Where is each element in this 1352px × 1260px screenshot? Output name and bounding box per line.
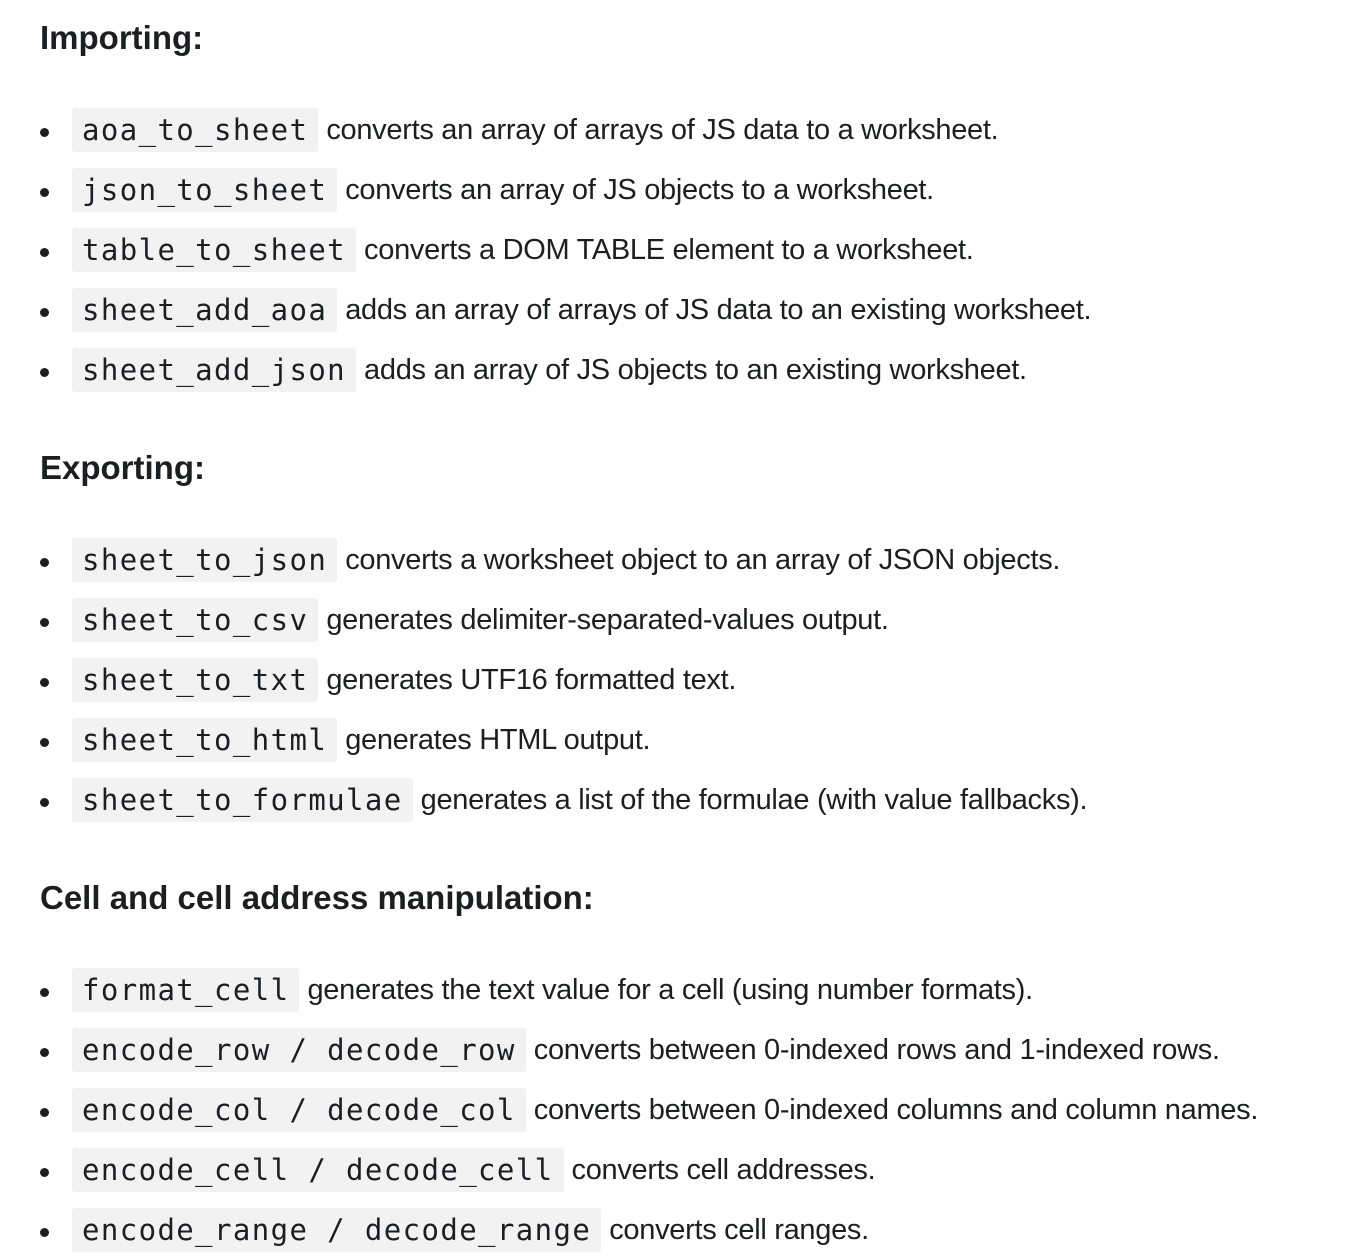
function-description: converts cell addresses. [571,1153,876,1186]
function-description: converts between 0-indexed columns and column names. [533,1093,1259,1126]
bullet-icon [40,248,49,257]
function-name: json_to_sheet [72,168,337,212]
bullet-icon [40,678,49,687]
function-name: sheet_to_json [72,538,337,582]
bullet-icon [40,368,49,377]
bullet-icon [40,1048,49,1057]
bullet-icon [40,988,49,997]
function-list [40,100,1352,400]
list-item [40,710,1352,770]
section-heading: Importing: [40,19,204,56]
section-importing [40,0,1352,400]
bullet-icon [40,128,49,137]
bullet-icon [40,798,49,807]
function-name: sheet_to_txt [72,658,318,702]
list-item [40,280,1352,340]
function-list [40,960,1352,1260]
function-name: sheet_to_formulae [72,778,413,822]
list-item [40,770,1352,830]
list-item [40,220,1352,280]
function-description: converts an array of JS objects to a worksheet. [345,173,934,206]
bullet-icon [40,1168,49,1177]
function-description: converts a worksheet object to an array of JSON objects. [345,543,1061,576]
list-item [40,590,1352,650]
list-item [40,1200,1352,1260]
function-name: sheet_add_aoa [72,288,337,332]
list-item [40,650,1352,710]
function-description: converts between 0-indexed rows and 1-indexed rows. [533,1033,1220,1066]
function-name: sheet_to_html [72,718,337,762]
bullet-icon [40,1108,49,1117]
function-name: format_cell [72,968,299,1012]
list-item [40,340,1352,400]
list-item [40,1080,1352,1140]
function-name: encode_range / decode_range [72,1208,601,1252]
function-name: encode_col / decode_col [72,1088,526,1132]
function-description: adds an array of JS objects to an existing worksheet. [364,353,1027,386]
section-cell-address [40,878,1352,1260]
function-name: table_to_sheet [72,228,356,272]
function-name: encode_row / decode_row [72,1028,526,1072]
function-description: converts an array of arrays of JS data to a worksheet. [326,113,999,146]
list-item [40,960,1352,1020]
function-description: converts cell ranges. [609,1213,869,1246]
list-item [40,160,1352,220]
list-item [40,1140,1352,1200]
function-description: generates UTF16 formatted text. [326,663,737,696]
list-item [40,100,1352,160]
bullet-icon [40,738,49,747]
function-description: generates the text value for a cell (using number formats). [307,973,1033,1006]
function-name: encode_cell / decode_cell [72,1148,564,1192]
bullet-icon [40,308,49,317]
bullet-icon [40,1228,49,1237]
section-heading: Exporting: [40,449,205,486]
function-description: generates HTML output. [345,723,651,756]
list-item [40,530,1352,590]
function-description: adds an array of arrays of JS data to an existing worksheet. [345,293,1092,326]
function-name: sheet_add_json [72,348,356,392]
section-heading: Cell and cell address manipulation: [40,879,594,916]
function-description: generates a list of the formulae (with value fallbacks). [420,783,1088,816]
bullet-icon [40,618,49,627]
function-description: converts a DOM TABLE element to a worksheet. [364,233,974,266]
bullet-icon [40,188,49,197]
function-name: sheet_to_csv [72,598,318,642]
section-exporting [40,448,1352,830]
list-item [40,1020,1352,1080]
function-name: aoa_to_sheet [72,108,318,152]
function-description: generates delimiter-separated-values output. [326,603,889,636]
function-list [40,530,1352,830]
bullet-icon [40,558,49,567]
